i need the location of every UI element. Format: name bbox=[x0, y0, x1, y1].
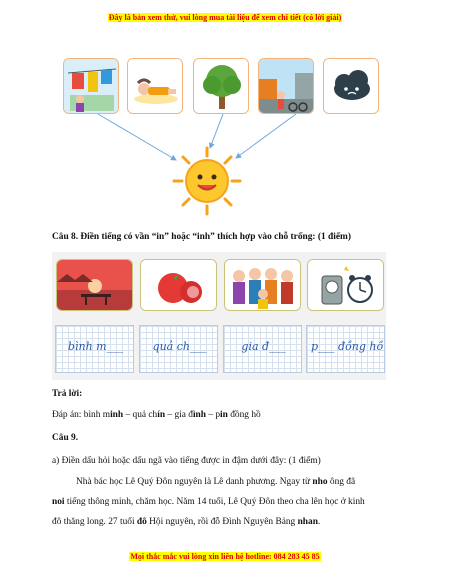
q8-title: Câu 8. Điền tiếng có vần “in” hoặc “inh” thích hợp vào chỗ trống: (1 điểm) bbox=[52, 232, 351, 242]
arrow-from-laundry bbox=[98, 114, 176, 160]
blank-text: gia đ___ bbox=[241, 340, 286, 353]
clocks-icon bbox=[307, 259, 384, 311]
q9-part-a: a) Điền dấu hỏi hoặc dấu ngã vào tiếng được in đậm dưới đây: (1 điểm) bbox=[52, 456, 321, 466]
preview-notice-text: Đây là bản xem thử, vui lòng mua tài liệu để xem chi tiết (có lời giải) bbox=[108, 13, 342, 22]
smiling-sun-icon bbox=[172, 146, 242, 216]
arrow-from-street bbox=[236, 114, 296, 158]
hotline-notice-text: Mọi thắc mắc vui lòng xin liên hệ hotline: 084 283 45 85 bbox=[130, 552, 320, 561]
handwriting-box bbox=[55, 325, 134, 373]
family-icon bbox=[224, 259, 301, 311]
q9-paragraph-line-1: Nhà bác học Lê Quý Đôn nguyên là Lê danh phương. Ngay từ nho ông đã bbox=[76, 477, 356, 487]
sunset-lake-icon bbox=[56, 259, 133, 311]
blank-text: bình m___ bbox=[67, 340, 124, 353]
answer-label: Trả lời: bbox=[52, 389, 83, 399]
handwriting-box bbox=[306, 325, 385, 373]
arrow-from-tree bbox=[210, 114, 223, 148]
q9-title: Câu 9. bbox=[52, 433, 79, 443]
blank-text: quả ch___ bbox=[152, 340, 207, 353]
tomatoes-icon bbox=[140, 259, 217, 311]
handwriting-box bbox=[139, 325, 218, 373]
hotline-notice bbox=[0, 552, 450, 561]
q9-paragraph-line-2: noi tiếng thông minh, chăm học. Năm 14 tuổi, Lê Quý Đôn theo cha lên học ở kinh bbox=[52, 497, 365, 507]
blank-text: p___ đồng hồ bbox=[311, 340, 384, 353]
q9-paragraph-line-3: đô thăng long. 27 tuổi đô Hội nguyên, rồi đỗ Đình Nguyên Bảng nhan. bbox=[52, 517, 321, 527]
answer-text: Đáp án: bình minh – quả chín – gia đình – pin đồng hồ bbox=[52, 410, 261, 420]
handwriting-box bbox=[223, 325, 302, 373]
